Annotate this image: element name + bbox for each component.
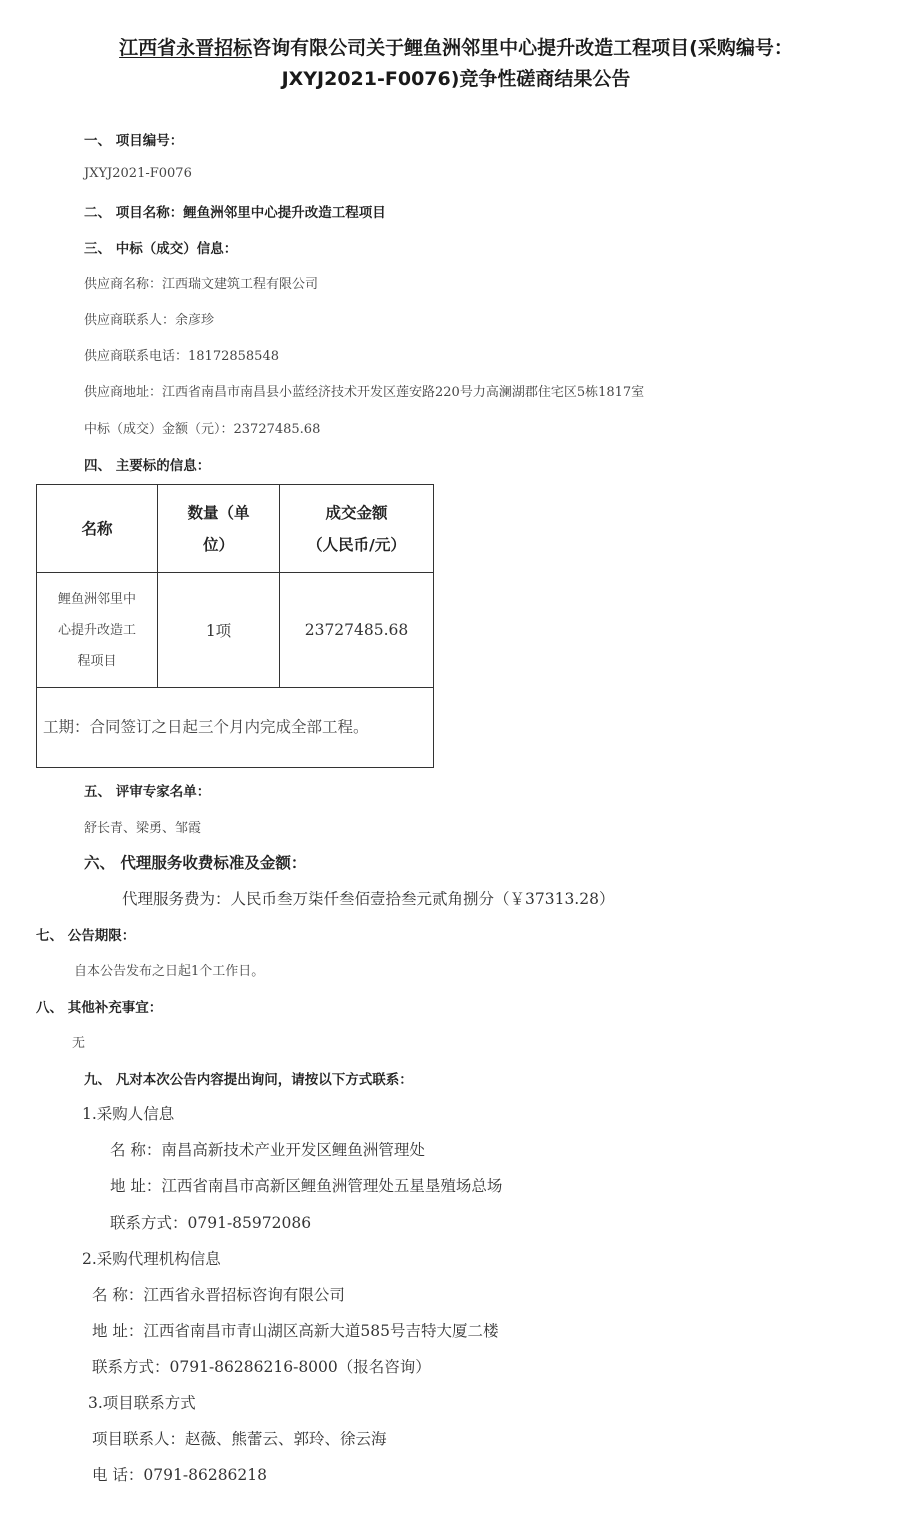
cell-amount: 23727485.68 — [280, 573, 434, 688]
notice-period: 自本公告发布之日起1个工作日。 — [74, 964, 265, 979]
purchaser-contact: 联系方式：0791-85972086 — [110, 1214, 312, 1232]
expert-list: 舒长青、梁勇、邹霞 — [84, 821, 202, 836]
col-header-quantity: 数量（单 位） — [158, 485, 280, 573]
project-contact-people: 项目联系人：赵薇、熊蕾云、郭玲、徐云海 — [92, 1430, 387, 1448]
main-items-table — [36, 484, 434, 768]
project-contact-phone: 电 话：0791-86286218 — [92, 1466, 268, 1484]
section-3-heading: 三、 中标（成交）信息： — [84, 241, 238, 257]
supplier-contact: 供应商联系人：余彦珍 — [84, 313, 215, 328]
table-period-row — [37, 688, 434, 768]
section-2-heading: 二、 项目名称：鲤鱼洲邻里中心提升改造工程项目 — [84, 205, 386, 221]
project-contact-title: 3.项目联系方式 — [88, 1394, 196, 1412]
page-title — [0, 33, 912, 95]
title-line-2: JXYJ2021-F0076)竞争性磋商结果公告 — [281, 68, 631, 90]
agency-info-title: 2.采购代理机构信息 — [82, 1250, 221, 1268]
agency-fee: 代理服务费为：人民币叁万柒仟叁佰壹拾叁元贰角捌分（￥37313.28） — [122, 890, 615, 908]
section-4-heading: 四、 主要标的信息： — [84, 458, 211, 474]
agency-name: 名 称：江西省永晋招标咨询有限公司 — [92, 1286, 345, 1304]
title-line-1 — [0, 33, 912, 64]
title-underlined-text: 江西省永晋招标 — [119, 37, 253, 59]
cell-quantity: 1项 — [158, 573, 280, 688]
section-6-heading: 六、 代理服务收费标准及金额： — [84, 854, 307, 872]
purchaser-address: 地 址：江西省南昌市高新区鲤鱼洲管理处五星垦殖场总场 — [110, 1177, 503, 1195]
agency-contact: 联系方式：0791-86286216-8000（报名咨询） — [92, 1358, 431, 1376]
section-5-heading: 五、 评审专家名单： — [84, 784, 211, 800]
title-line-1-rest: 咨询有限公司关于鲤鱼洲邻里中心提升改造工程项目(采购编号： — [252, 37, 793, 59]
section-1-heading: 一、 项目编号： — [84, 133, 184, 149]
section-9-heading: 九、 凡对本次公告内容提出询问，请按以下方式联系： — [84, 1072, 413, 1088]
table-header-row — [37, 485, 434, 573]
section-7-heading: 七、 公告期限： — [36, 928, 136, 944]
award-amount: 中标（成交）金额（元）：23727485.68 — [84, 422, 321, 437]
project-number: JXYJ2021-F0076 — [84, 166, 192, 181]
col-header-amount: 成交金额 （人民币/元） — [280, 485, 434, 573]
cell-item-name: 鲤鱼洲邻里中 心提升改造工 程项目 — [37, 573, 158, 688]
section-8-heading: 八、 其他补充事宜： — [36, 1000, 163, 1016]
table-row — [37, 573, 434, 688]
supplier-phone: 供应商联系电话：18172858548 — [84, 349, 279, 364]
supplier-name: 供应商名称：江西瑞文建筑工程有限公司 — [84, 277, 319, 292]
supplier-address: 供应商地址：江西省南昌市南昌县小蓝经济技术开发区莲安路220号力高澜湖郡住宅区5栋1817室 — [84, 385, 645, 400]
other-matters: 无 — [72, 1036, 86, 1051]
col-header-name: 名称 — [37, 485, 158, 573]
purchaser-info-title: 1.采购人信息 — [82, 1105, 175, 1123]
agency-address: 地 址：江西省南昌市青山湖区高新大道585号吉特大厦二楼 — [92, 1322, 499, 1340]
cell-construction-period: 工期：合同签订之日起三个月内完成全部工程。 — [37, 688, 434, 768]
purchaser-name: 名 称：南昌高新技术产业开发区鲤鱼洲管理处 — [110, 1141, 425, 1159]
